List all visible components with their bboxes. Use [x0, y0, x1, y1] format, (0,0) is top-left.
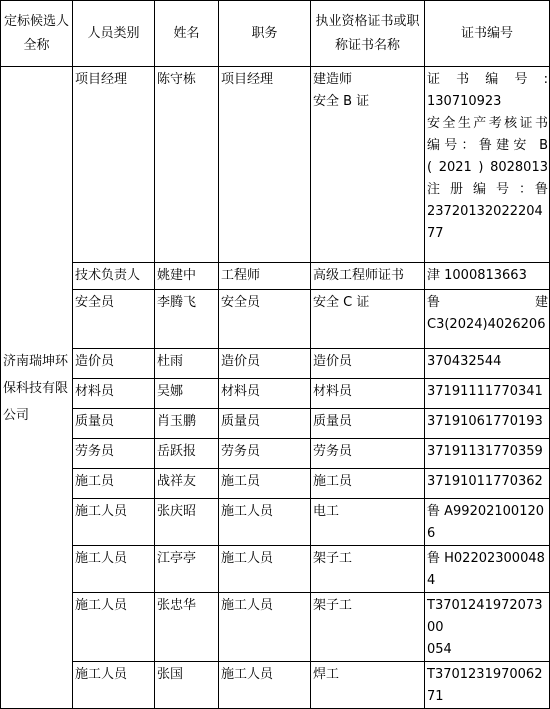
cell-cert-no [425, 662, 550, 709]
header-cert-no: 证书编号 [425, 1, 550, 67]
cell-position: 工程师 [219, 263, 311, 290]
cell-qualification-line: 高级工程师证书 [313, 268, 405, 283]
cell-position: 施工人员 [219, 662, 311, 709]
cell-cert-no [425, 349, 550, 379]
cell-cert-no-line: ( 2021 ) 8028013 [427, 160, 548, 175]
cell-qualification [311, 593, 425, 662]
cell-position: 施工人员 [219, 546, 311, 593]
cell-cert-no [425, 67, 550, 263]
table-row [1, 67, 550, 263]
cell-cert-no-line: 津 1000813663 [427, 268, 527, 283]
cell-name: 岳跃报 [155, 439, 219, 469]
cell-position: 质量员 [219, 409, 311, 439]
cell-cert-no-line: 2372013202220477 [427, 204, 543, 241]
header-row [1, 1, 550, 67]
cell-cert-no-line: 37191011770362 [427, 474, 543, 489]
cell-cert-no [425, 469, 550, 499]
cell-category: 安全员 [73, 290, 155, 349]
table-row [1, 499, 550, 546]
cell-name: 张国 [155, 662, 219, 709]
cell-category: 项目经理 [73, 67, 155, 263]
table-row [1, 409, 550, 439]
cell-name: 李腾飞 [155, 290, 219, 349]
cell-qualification-line: 安全 C 证 [313, 295, 370, 310]
cell-qualification [311, 439, 425, 469]
cell-category: 施工人员 [73, 546, 155, 593]
cell-cert-no-line: 编号：鲁建安 B [427, 138, 548, 153]
cell-cert-no-line: 安全生产考核证书 [427, 116, 548, 131]
cell-qualification-line: 质量员 [313, 414, 353, 429]
header-qualification: 执业资格证书或职称证书名称 [311, 1, 425, 67]
cell-category: 质量员 [73, 409, 155, 439]
cell-qualification [311, 263, 425, 290]
cell-cert-no [425, 499, 550, 546]
cell-category: 施工人员 [73, 662, 155, 709]
table-row [1, 290, 550, 349]
header-name: 姓名 [155, 1, 219, 67]
cell-name: 张庆昭 [155, 499, 219, 546]
cell-name: 张忠华 [155, 593, 219, 662]
header-category: 人员类别 [73, 1, 155, 67]
cell-position: 施工人员 [219, 593, 311, 662]
header-position: 职务 [219, 1, 311, 67]
cell-name: 吴娜 [155, 379, 219, 409]
cell-qualification-line: 架子工 [313, 598, 353, 613]
cell-qualification [311, 546, 425, 593]
cell-cert-no-line: 证 书 编 号 : [427, 72, 548, 87]
cell-cert-no-line: 鲁 A992021001206 [427, 504, 545, 541]
cell-qualification [311, 379, 425, 409]
table-row [1, 469, 550, 499]
cell-name: 战祥友 [155, 469, 219, 499]
cell-name: 杜雨 [155, 349, 219, 379]
table-row [1, 349, 550, 379]
cell-cert-no-line: 130710923 [427, 94, 502, 109]
cell-qualification [311, 499, 425, 546]
cell-qualification-line: 材料员 [313, 384, 353, 399]
cell-qualification-line: 架子工 [313, 551, 353, 566]
cell-name: 江亭亭 [155, 546, 219, 593]
cell-category: 劳务员 [73, 439, 155, 469]
cell-position: 施工人员 [219, 499, 311, 546]
cell-qualification-line: 造价员 [313, 354, 353, 369]
cell-cert-no-line: 37191111770341 [427, 384, 543, 399]
cell-qualification [311, 67, 425, 263]
cell-qualification [311, 349, 425, 379]
cell-qualification-line: 焊工 [313, 667, 340, 682]
cell-name: 姚建中 [155, 263, 219, 290]
cell-qualification [311, 662, 425, 709]
cell-cert-no-line: 鲁 H022023000484 [427, 551, 545, 588]
cell-cert-no [425, 379, 550, 409]
cell-position: 造价员 [219, 349, 311, 379]
cell-qualification [311, 290, 425, 349]
cell-qualification-line: 安全 B 证 [313, 94, 370, 109]
cell-category: 技术负责人 [73, 263, 155, 290]
cell-cert-no-line: T370124197207300 [427, 598, 543, 635]
table-row [1, 439, 550, 469]
cell-cert-no-line: 鲁 建 [427, 295, 548, 310]
cell-cert-no [425, 409, 550, 439]
table-row [1, 263, 550, 290]
cell-qualification-line: 劳务员 [313, 444, 353, 459]
table-body [1, 67, 550, 709]
cell-cert-no [425, 263, 550, 290]
cell-position: 施工员 [219, 469, 311, 499]
cell-cert-no-line: 054 [427, 642, 452, 657]
table-row [1, 593, 550, 662]
cell-category: 施工人员 [73, 593, 155, 662]
cell-category: 施工员 [73, 469, 155, 499]
cell-cert-no-line: 37191061770193 [427, 414, 543, 429]
cell-qualification-line: 施工员 [313, 474, 353, 489]
table-row [1, 546, 550, 593]
cell-cert-no [425, 439, 550, 469]
cell-qualification [311, 469, 425, 499]
table-row [1, 662, 550, 709]
cell-name: 陈守栋 [155, 67, 219, 263]
cell-cert-no-line: C3(2024)4026206 [427, 317, 546, 332]
cell-cert-no [425, 546, 550, 593]
cell-category: 施工人员 [73, 499, 155, 546]
cell-qualification [311, 409, 425, 439]
cell-position: 项目经理 [219, 67, 311, 263]
cell-category: 造价员 [73, 349, 155, 379]
candidate-company: 济南瑞坤环保科技有限公司 [1, 67, 73, 709]
cell-position: 安全员 [219, 290, 311, 349]
cell-category: 材料员 [73, 379, 155, 409]
cell-qualification-line: 电工 [313, 504, 340, 519]
table-row [1, 379, 550, 409]
cell-cert-no-line: 370432544 [427, 354, 502, 369]
cell-cert-no-line: 注 册 编 号 ：鲁 [427, 182, 548, 197]
cell-name: 肖玉鹏 [155, 409, 219, 439]
header-candidate: 定标候选人全称 [1, 1, 73, 67]
cell-cert-no-line: T370123197006271 [427, 667, 543, 704]
cell-position: 劳务员 [219, 439, 311, 469]
cell-cert-no [425, 593, 550, 662]
cell-qualification-line: 建造师 [313, 72, 353, 87]
cell-position: 材料员 [219, 379, 311, 409]
cell-cert-no-line: 37191131770359 [427, 444, 543, 459]
cell-cert-no [425, 290, 550, 349]
